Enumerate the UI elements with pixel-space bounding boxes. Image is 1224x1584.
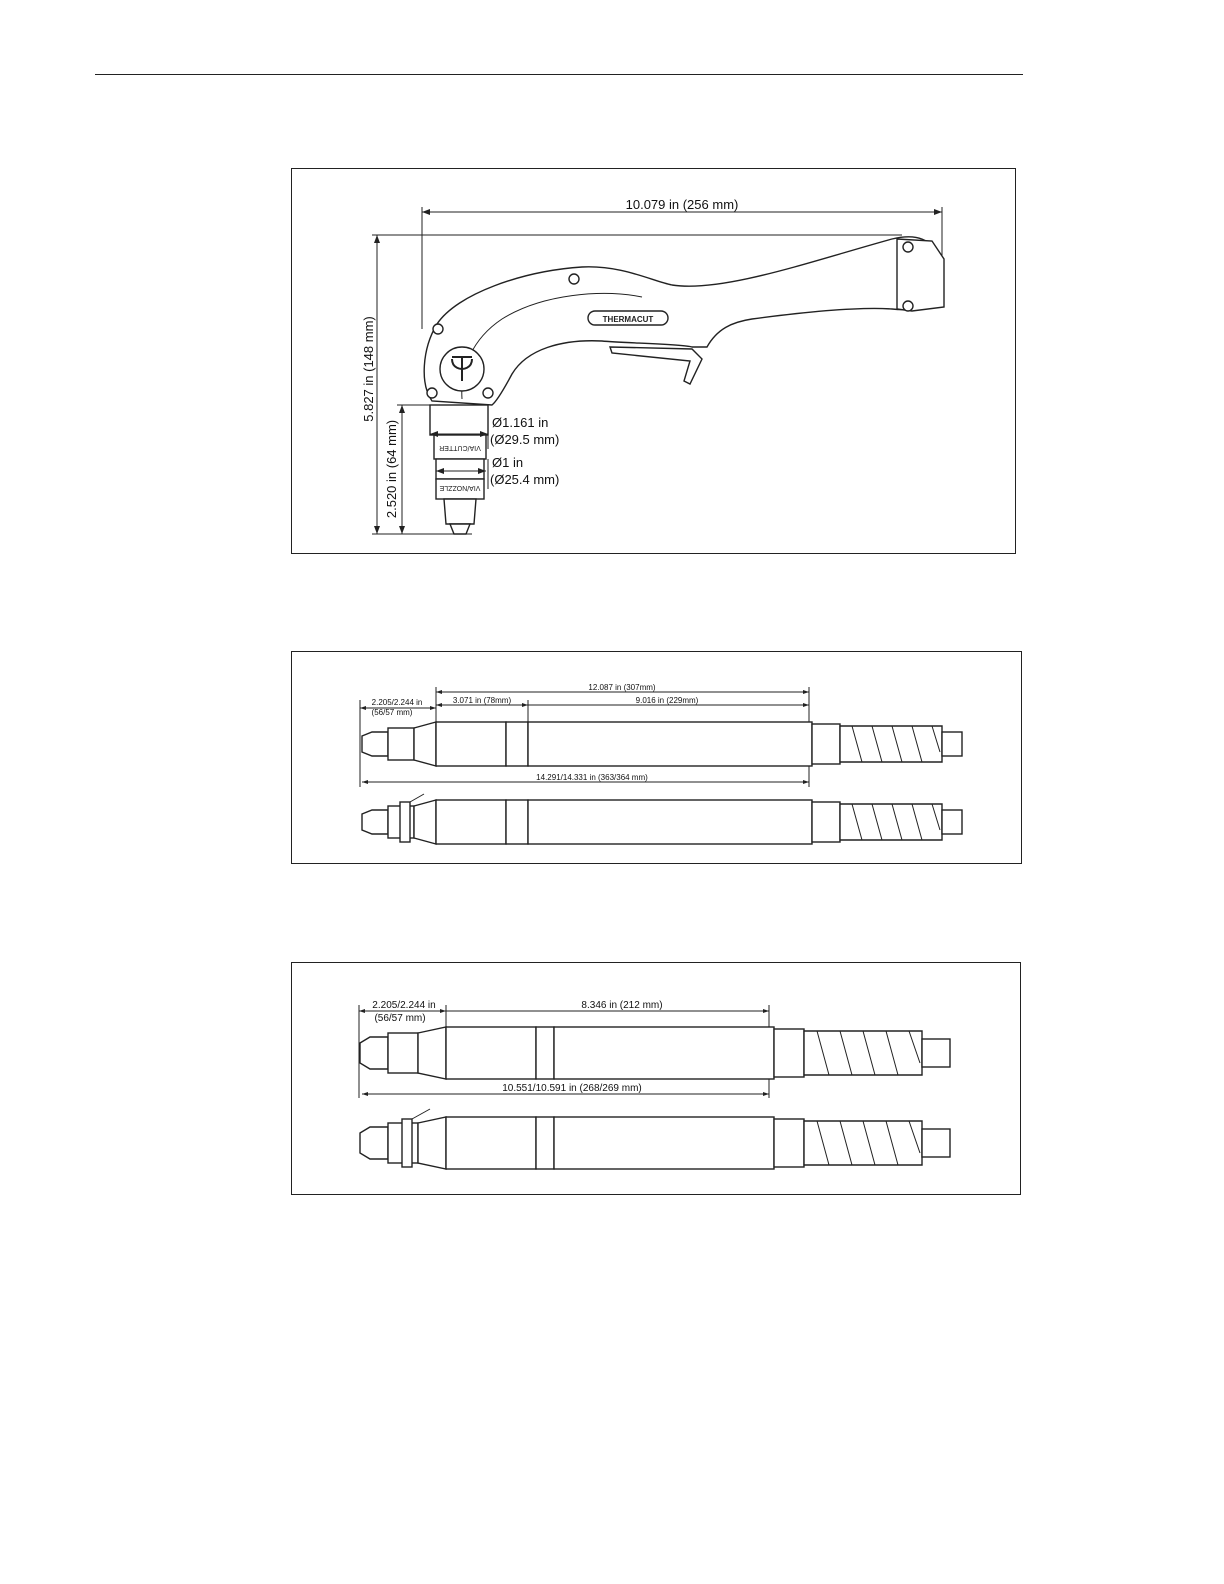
overall-length-label: 10.079 in (256 mm) (625, 197, 739, 212)
machine-torch-short-figure (291, 962, 1021, 1195)
header-rule (95, 74, 1023, 75)
torch-handle (424, 237, 942, 405)
head-upper (430, 405, 488, 435)
tip-length-mm-label: (56/57 mm) (374, 1013, 426, 1024)
dia-small-in: Ø1 in (492, 455, 524, 470)
overall-length-label: 14.291/14.331 in (363/364 mm) (536, 773, 648, 782)
tip-length-mm-label: (56/57 mm) (371, 708, 413, 717)
machine-torch-short-bottom (360, 1109, 950, 1169)
hand-torch-drawing (292, 169, 1017, 555)
machine-torch-long-figure (291, 651, 1022, 864)
nozzle-text-1: VIA/CUTTER (439, 444, 481, 451)
machine-torch-long-top (362, 722, 962, 766)
trigger (610, 347, 702, 384)
machine-torch-short-drawing (292, 963, 1022, 1196)
brand-mark: THERMACUT (602, 315, 654, 324)
dia-large-mm: (Ø29.5 mm) (490, 432, 560, 447)
nozzle-text-2: VIA/NOZZLE (439, 484, 481, 491)
overall-height-label: 5.827 in (148 mm) (361, 316, 376, 422)
tip-length-label: 2.205/2.244 in (371, 698, 423, 707)
nozzle-tip (444, 499, 476, 524)
head-height-label: 2.520 in (64 mm) (384, 419, 399, 519)
machine-torch-long-drawing (292, 652, 1023, 865)
tip-length-label: 2.205/2.244 in (372, 1000, 436, 1011)
hand-torch-figure (291, 168, 1016, 554)
machine-torch-long-bottom (362, 794, 962, 844)
body-length-label: 8.346 in (212 mm) (581, 1000, 663, 1011)
barrel-section-label: 9.016 in (229mm) (635, 696, 699, 705)
overall-length-label: 10.551/10.591 in (268/269 mm) (502, 1083, 642, 1094)
overall-body-label: 12.087 in (307mm) (588, 683, 656, 692)
front-section-label: 3.071 in (78mm) (452, 696, 512, 705)
dia-small-mm: (Ø25.4 mm) (490, 472, 560, 487)
dia-large-in: Ø1.161 in (492, 415, 549, 430)
machine-torch-short-top (360, 1027, 950, 1079)
